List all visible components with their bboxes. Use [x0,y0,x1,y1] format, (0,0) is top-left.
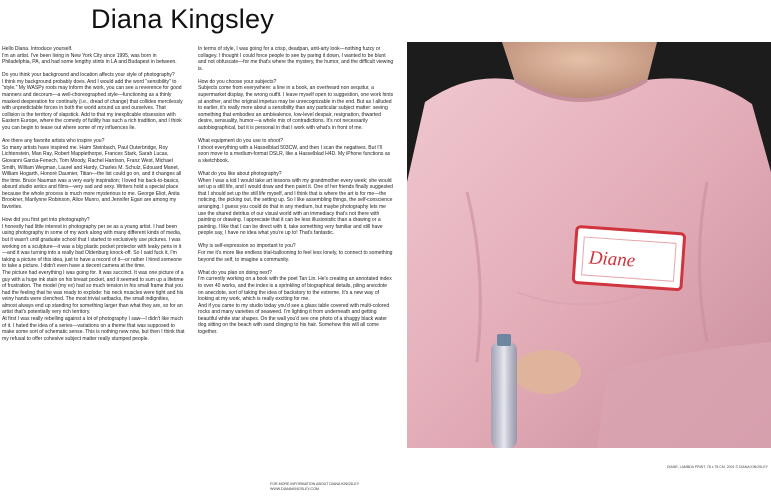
question: How did you first get into photography? [2,217,90,224]
hand-shape [513,350,581,394]
question: Do you think your background and location affects your style of photography? [2,72,175,79]
answer: I think my background probably does. And I would add the word "sensibility" to "style." My WASPy roots may inform the work, you can see a reverence for good manners and decorum—a well-choreographed style—functioning as a thinly masked desperation for continuity (i.e., dread of change) that collides mercilessly with unpredictable forces in both the world around us and ourselves. That collision is the territory of slapstick. Add to that my inexplicable obsession with Eastern Europe, where the comedy of futility has such a rich tradition, and I think you can begin to tease out where some of my influences lie. [2,78,183,132]
question: Why is self-expression so important to you? [198,243,296,250]
answer: I'm currently working on a book with the poet Tan Lin. He's creating an annotated index to over 40 works, and the index is a sprinkling of biographical details, piling anecdote on anecdote, sort of taking the idea of backstory to the extreme. It's a new way of looking at my work, which is really exciting for me. [198,276,392,303]
answer: When I was a kid I would take art lessons with my grandmother every week; she would set up a still life, and I would draw and then paint it. One of her friends finally suggested that I should set up the still life myself, and I think that is where the art is for me—the noticing, the picking out, the setting up. So I like assembling things, the self-conscience arranging. I guess you could do that in any medium, but maybe photography lets me use the shared detritus of our visual world with an immediacy that's not there with painting or drawing. I appreciate that it can be less illusionistic than a drawing or a painting. I like that I can be direct with it, take something very familiar and still have people say, I have no idea what you're up to! That's fantastic. [198,177,393,237]
qa-like-photography [198,171,394,237]
question: What do you plan on doing next? [198,269,272,276]
qa-next [198,270,394,336]
qa-style-continued [198,46,394,72]
footer-url[interactable]: WWW.DIANAKINGSLEY.COM [270,486,319,491]
qa-intro [2,46,185,66]
answer: For me it's more like endless trial-ballooning to feel less lonely, to connect to something beyond the self, to imagine a community. [198,250,393,263]
answer: The picture had everything I was going for. It was succinct. It was one picture of a guy with a huge ink stain on his breast pocket, and it seemed to sum up a lifetime of frustration. The model (my ex) had so much tension in his small frame that you had the feeling that he was ready to explode: his neck muscles were tight and his veiny hands were clenched. The most trivial setbacks, the small indignities, almost always end up standing for something larger than what they are, so for an artist that's potentially very rich territory. [2,269,184,316]
question: What do you like about photography? [198,171,282,177]
name-tag [573,226,685,289]
answer: I shoot everything with a Hasselblad 503CW, and then I scan the negatives. But I'll soon move to a medium-format DSLR, like a Hasselblad H4D. My iPhone functions as a sketchbook. [198,144,391,164]
qa-first-photography [2,217,185,342]
qa-self-expression [198,243,394,263]
qa-background [2,72,185,131]
article-column-left [2,46,185,496]
answer: In terms of style, I was going for a crisp, deadpan, anti-arty look—nothing fuzzy or collagey. I thought I could force people to see by paring it down, I wanted to be blunt and not obfuscate—for me that's where the mystery, the humor, and the difficult viewing is. [198,46,394,72]
photo-illustration [407,42,771,448]
answer: And if you came to my studio today you'd see a glass table covered with multi-colored rocks and many varieties of seaweed. I'm lighting it from underneath and getting beautiful white star shapes. On the wall you'd see one photo of a shaggy black water dog sitting on the beach with sand clinging to his hair. Somehow this will all come together. [198,302,390,336]
water-bottle-icon [491,342,517,448]
featured-photograph [407,42,771,448]
question: How do you choose your subjects? [198,78,277,85]
qa-artists [2,138,185,211]
qa-equipment [198,138,394,164]
answer: So many artists have inspired me. Haim Steinbach, Paul Outerbridge, Roy Lichtenstein, Man Ray, Robert Mapplethorpe, Frances Stark, Sarah Lucas, Giovanni Garcia-Fenech, Tom Moody, Rachel Harrison, Franz West, Michael Smith, William Wegman, Laurel and Hardy, Charles M. Schulz, Édouard Manet, William Hogarth, Honoré Daumier, Titian—the list could go on, and it changes all the time. Bruce Nauman was a very early inspiration; I loved his back-to-basics, absurd studio antics and films—very sad and sexy. Writers hold a special place because the whole process is much more mysterious to me. George Eliot, Anita Brookner, Marilynne Robinson, Alice Munro, and Jennifer Egan are among my favorites. [2,144,182,211]
footer-line: FOR MORE INFORMATION ABOUT DIANA KINGSLEY [270,482,360,486]
footer-info [270,482,395,492]
answer: I'm an artist. I've been living in New York City since 1995, was born in Philadelphia, PA, and had some lengthy stints in LA and Budapest in between. [2,52,177,66]
name-tag-text: Diane [588,247,636,272]
qa-subjects [198,79,394,132]
answer: I honestly had little interest in photography per se as a young artist. I had been using photography in some of my work along with many different kinds of media, but it wasn't until graduate school that I started to exclusively use pictures. I was working on a sculpture—it was a big plastic pocket protector with leaky pens in it—and it was turning into a really bad Oldenburg knock-off. So I said fuck it, I'm taking a picture of this idea, just to have a record of it—or rather I hired someone to take a picture. I didn't even have a decent camera at the time. [2,223,182,270]
page-title: Diana Kingsley [91,4,274,34]
question: What equipment do you use to shoot? [198,138,284,145]
article-column-middle [198,46,394,456]
answer: At first I was really rebelling against a lot of photography I saw—I didn't like much of it. I hated the idea of a series—variations on a theme that was supposed to make some sort of schematic sense. This is nothing new now, but then I think that my refusal to offer cohesive subject matter really stumped people. [2,316,185,342]
photo-caption: DIANE, LAMBDA PRINT, 78 x 78 CM, 2001 © DIANA KINGSLEY [666,465,768,469]
question: Are there any favorite artists who inspire you? [2,138,105,145]
question: Hello Diana. Introduce yourself. [2,46,73,52]
answer: Subjects come from everywhere: a line in a book, an overheard non sequitur, a supermarket display, the wrong outfit. I leave myself open to suggestion, one work hints at another, and the original impetus may be unrecognizable in the end. But as I alluded to earlier, it's really more about a sensibility than any particular subject matter: seeing something that embodies an ambivalence, low-level despair, resignation, thwarted desire, sensuality, humor—a whole mix of contradictions. It's not necessarily autobiographical, but it is personal in that I work with what's in front of me. [198,85,394,132]
